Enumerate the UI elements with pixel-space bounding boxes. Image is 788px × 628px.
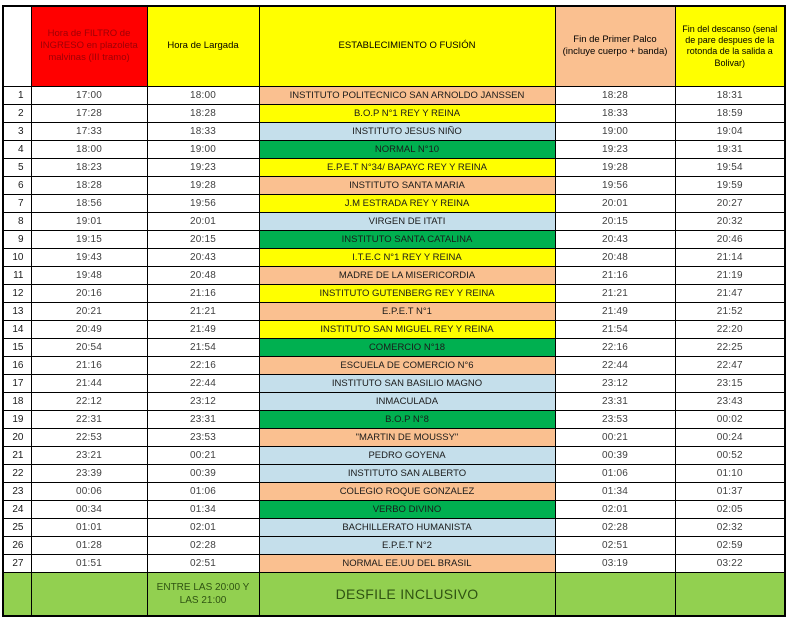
fin-palco-cell: 23:12 — [555, 374, 675, 392]
table-row — [3, 266, 785, 284]
fin-palco-cell: 03:19 — [555, 554, 675, 572]
fin-palco-cell: 20:48 — [555, 248, 675, 266]
table-row — [3, 248, 785, 266]
row-number-cell: 24 — [3, 500, 31, 518]
row-number-cell: 8 — [3, 212, 31, 230]
fin-palco-cell: 21:54 — [555, 320, 675, 338]
fin-descanso-cell: 18:59 — [675, 104, 785, 122]
footer-establecimiento-cell: DESFILE INCLUSIVO — [259, 572, 555, 616]
hora-filtro-cell: 21:16 — [31, 356, 147, 374]
hora-largada-cell: 18:33 — [147, 122, 259, 140]
establecimiento-cell: NORMAL EE.UU DEL BRASIL — [259, 554, 555, 572]
fin-descanso-cell: 00:24 — [675, 428, 785, 446]
hora-largada-cell: 02:01 — [147, 518, 259, 536]
row-number-cell: 12 — [3, 284, 31, 302]
fin-palco-cell: 20:15 — [555, 212, 675, 230]
table-row — [3, 518, 785, 536]
establecimiento-cell: INMACULADA — [259, 392, 555, 410]
fin-palco-cell: 19:28 — [555, 158, 675, 176]
row-number-cell: 26 — [3, 536, 31, 554]
row-number-cell: 1 — [3, 86, 31, 104]
fin-palco-cell: 01:34 — [555, 482, 675, 500]
fin-palco-cell: 21:16 — [555, 266, 675, 284]
fin-palco-cell: 02:51 — [555, 536, 675, 554]
table-row — [3, 284, 785, 302]
header-establecimiento: ESTABLECIMIENTO O FUSIÓN — [259, 6, 555, 86]
hora-largada-cell: 20:15 — [147, 230, 259, 248]
fin-descanso-cell: 21:19 — [675, 266, 785, 284]
table-row — [3, 122, 785, 140]
fin-palco-cell: 18:28 — [555, 86, 675, 104]
table-row — [3, 500, 785, 518]
hora-filtro-cell: 01:01 — [31, 518, 147, 536]
establecimiento-cell: INSTITUTO SANTA MARIA — [259, 176, 555, 194]
establecimiento-cell: "MARTIN DE MOUSSY" — [259, 428, 555, 446]
row-number-cell: 3 — [3, 122, 31, 140]
table-row — [3, 158, 785, 176]
hora-largada-cell: 23:31 — [147, 410, 259, 428]
hora-filtro-cell: 19:48 — [31, 266, 147, 284]
hora-filtro-cell: 18:00 — [31, 140, 147, 158]
fin-descanso-cell: 20:32 — [675, 212, 785, 230]
establecimiento-cell: E.P.E.T N°1 — [259, 302, 555, 320]
hora-largada-cell: 21:21 — [147, 302, 259, 320]
hora-largada-cell: 19:23 — [147, 158, 259, 176]
row-number-cell: 20 — [3, 428, 31, 446]
fin-descanso-cell: 01:37 — [675, 482, 785, 500]
row-number-cell: 4 — [3, 140, 31, 158]
table-row — [3, 140, 785, 158]
hora-largada-cell: 22:16 — [147, 356, 259, 374]
row-number-cell: 23 — [3, 482, 31, 500]
row-number-cell: 14 — [3, 320, 31, 338]
header-row-number — [3, 6, 31, 86]
fin-descanso-cell: 19:54 — [675, 158, 785, 176]
table-row — [3, 536, 785, 554]
hora-largada-cell: 23:12 — [147, 392, 259, 410]
row-number-cell: 19 — [3, 410, 31, 428]
fin-descanso-cell: 23:43 — [675, 392, 785, 410]
table-row — [3, 194, 785, 212]
fin-descanso-cell: 22:47 — [675, 356, 785, 374]
fin-descanso-cell: 21:47 — [675, 284, 785, 302]
fin-descanso-cell: 22:20 — [675, 320, 785, 338]
hora-largada-cell: 02:51 — [147, 554, 259, 572]
fin-descanso-cell: 02:59 — [675, 536, 785, 554]
hora-largada-cell: 21:16 — [147, 284, 259, 302]
establecimiento-cell: INSTITUTO SAN BASILIO MAGNO — [259, 374, 555, 392]
table-row — [3, 176, 785, 194]
hora-largada-cell: 21:49 — [147, 320, 259, 338]
establecimiento-cell: PEDRO GOYENA — [259, 446, 555, 464]
fin-descanso-cell: 02:05 — [675, 500, 785, 518]
row-number-cell: 7 — [3, 194, 31, 212]
fin-descanso-cell: 23:15 — [675, 374, 785, 392]
hora-filtro-cell: 01:51 — [31, 554, 147, 572]
fin-descanso-cell: 21:52 — [675, 302, 785, 320]
fin-palco-cell: 21:49 — [555, 302, 675, 320]
fin-palco-cell: 22:16 — [555, 338, 675, 356]
hora-filtro-cell: 20:49 — [31, 320, 147, 338]
establecimiento-cell: NORMAL N°10 — [259, 140, 555, 158]
fin-descanso-cell: 21:14 — [675, 248, 785, 266]
fin-palco-cell: 01:06 — [555, 464, 675, 482]
row-number-cell: 21 — [3, 446, 31, 464]
row-number-cell: 17 — [3, 374, 31, 392]
row-number-cell: 6 — [3, 176, 31, 194]
fin-descanso-cell: 20:46 — [675, 230, 785, 248]
fin-descanso-cell: 00:52 — [675, 446, 785, 464]
table-row — [3, 338, 785, 356]
row-number-cell: 18 — [3, 392, 31, 410]
fin-descanso-cell: 02:32 — [675, 518, 785, 536]
table-row — [3, 482, 785, 500]
hora-largada-cell: 00:21 — [147, 446, 259, 464]
row-number-cell: 10 — [3, 248, 31, 266]
footer-row-number-cell — [3, 572, 31, 616]
hora-filtro-cell: 21:44 — [31, 374, 147, 392]
establecimiento-cell: VIRGEN DE ITATI — [259, 212, 555, 230]
fin-palco-cell: 22:44 — [555, 356, 675, 374]
establecimiento-cell: INSTITUTO GUTENBERG REY Y REINA — [259, 284, 555, 302]
header-row — [3, 6, 785, 86]
hora-filtro-cell: 18:56 — [31, 194, 147, 212]
establecimiento-cell: INSTITUTO SAN ALBERTO — [259, 464, 555, 482]
fin-palco-cell: 20:01 — [555, 194, 675, 212]
hora-largada-cell: 18:28 — [147, 104, 259, 122]
fin-palco-cell: 19:56 — [555, 176, 675, 194]
fin-descanso-cell: 19:04 — [675, 122, 785, 140]
hora-filtro-cell: 01:28 — [31, 536, 147, 554]
header-fin-primer-palco: Fin de Primer Palco (incluye cuerpo + banda) — [555, 6, 675, 86]
hora-filtro-cell: 19:43 — [31, 248, 147, 266]
fin-palco-cell: 02:28 — [555, 518, 675, 536]
establecimiento-cell: I.T.E.C N°1 REY Y REINA — [259, 248, 555, 266]
fin-descanso-cell: 18:31 — [675, 86, 785, 104]
hora-filtro-cell: 20:21 — [31, 302, 147, 320]
table-row — [3, 230, 785, 248]
hora-largada-cell: 20:48 — [147, 266, 259, 284]
fin-palco-cell: 19:23 — [555, 140, 675, 158]
hora-filtro-cell: 23:21 — [31, 446, 147, 464]
footer-largada-cell: ENTRE LAS 20:00 Y LAS 21:00 — [147, 572, 259, 616]
hora-filtro-cell: 17:28 — [31, 104, 147, 122]
establecimiento-cell: E.P.E.T N°2 — [259, 536, 555, 554]
table-row — [3, 374, 785, 392]
table-row — [3, 212, 785, 230]
hora-largada-cell: 01:34 — [147, 500, 259, 518]
table-row — [3, 104, 785, 122]
establecimiento-cell: VERBO DIVINO — [259, 500, 555, 518]
hora-largada-cell: 19:00 — [147, 140, 259, 158]
hora-largada-cell: 23:53 — [147, 428, 259, 446]
table-row — [3, 446, 785, 464]
fin-palco-cell: 00:21 — [555, 428, 675, 446]
hora-largada-cell: 02:28 — [147, 536, 259, 554]
establecimiento-cell: B.O.P N°8 — [259, 410, 555, 428]
fin-palco-cell: 23:31 — [555, 392, 675, 410]
hora-filtro-cell: 20:16 — [31, 284, 147, 302]
header-hora-largada: Hora de Largada — [147, 6, 259, 86]
table-row — [3, 302, 785, 320]
parade-schedule-table — [2, 5, 786, 617]
fin-palco-cell: 23:53 — [555, 410, 675, 428]
fin-palco-cell: 20:43 — [555, 230, 675, 248]
footer-row-desfile-inclusivo — [3, 572, 785, 616]
fin-descanso-cell: 19:59 — [675, 176, 785, 194]
fin-palco-cell: 21:21 — [555, 284, 675, 302]
table-row — [3, 410, 785, 428]
fin-palco-cell: 00:39 — [555, 446, 675, 464]
establecimiento-cell: BACHILLERATO HUMANISTA — [259, 518, 555, 536]
table-row — [3, 356, 785, 374]
hora-largada-cell: 18:00 — [147, 86, 259, 104]
hora-largada-cell: 21:54 — [147, 338, 259, 356]
fin-descanso-cell: 01:10 — [675, 464, 785, 482]
footer-palco-cell — [555, 572, 675, 616]
footer-descanso-cell — [675, 572, 785, 616]
hora-largada-cell: 22:44 — [147, 374, 259, 392]
header-fin-descanso: Fin del descanso (senal de pare despues de la rotonda de la salida a Bolivar) — [675, 6, 785, 86]
row-number-cell: 2 — [3, 104, 31, 122]
fin-descanso-cell: 19:31 — [675, 140, 785, 158]
fin-descanso-cell: 00:02 — [675, 410, 785, 428]
hora-filtro-cell: 19:01 — [31, 212, 147, 230]
row-number-cell: 16 — [3, 356, 31, 374]
fin-palco-cell: 02:01 — [555, 500, 675, 518]
establecimiento-cell: COLEGIO ROQUE GONZALEZ — [259, 482, 555, 500]
establecimiento-cell: COMERCIO N°18 — [259, 338, 555, 356]
hora-filtro-cell: 18:28 — [31, 176, 147, 194]
establecimiento-cell: INSTITUTO SANTA CATALINA — [259, 230, 555, 248]
row-number-cell: 13 — [3, 302, 31, 320]
row-number-cell: 22 — [3, 464, 31, 482]
row-number-cell: 5 — [3, 158, 31, 176]
establecimiento-cell: INSTITUTO JESUS NIÑO — [259, 122, 555, 140]
establecimiento-cell: E.P.E.T N°34/ BAPAYC REY Y REINA — [259, 158, 555, 176]
establecimiento-cell: J.M ESTRADA REY Y REINA — [259, 194, 555, 212]
establecimiento-cell: MADRE DE LA MISERICORDIA — [259, 266, 555, 284]
row-number-cell: 27 — [3, 554, 31, 572]
hora-largada-cell: 20:01 — [147, 212, 259, 230]
hora-filtro-cell: 20:54 — [31, 338, 147, 356]
row-number-cell: 11 — [3, 266, 31, 284]
hora-filtro-cell: 22:12 — [31, 392, 147, 410]
establecimiento-cell: B.O.P N°1 REY Y REINA — [259, 104, 555, 122]
hora-filtro-cell: 17:33 — [31, 122, 147, 140]
hora-filtro-cell: 18:23 — [31, 158, 147, 176]
row-number-cell: 9 — [3, 230, 31, 248]
fin-descanso-cell: 03:22 — [675, 554, 785, 572]
hora-filtro-cell: 23:39 — [31, 464, 147, 482]
hora-filtro-cell: 00:06 — [31, 482, 147, 500]
header-hora-filtro: Hora de FILTRO de INGRESO en plazoleta malvinas (III tramo) — [31, 6, 147, 86]
table-row — [3, 554, 785, 572]
hora-largada-cell: 01:06 — [147, 482, 259, 500]
hora-largada-cell: 19:28 — [147, 176, 259, 194]
hora-filtro-cell: 00:34 — [31, 500, 147, 518]
fin-palco-cell: 19:00 — [555, 122, 675, 140]
table-row — [3, 320, 785, 338]
row-number-cell: 15 — [3, 338, 31, 356]
establecimiento-cell: INSTITUTO SAN MIGUEL REY Y REINA — [259, 320, 555, 338]
fin-descanso-cell: 22:25 — [675, 338, 785, 356]
hora-filtro-cell: 17:00 — [31, 86, 147, 104]
hora-filtro-cell: 22:53 — [31, 428, 147, 446]
table-row — [3, 464, 785, 482]
table-row — [3, 392, 785, 410]
establecimiento-cell: ESCUELA DE COMERCIO N°6 — [259, 356, 555, 374]
row-number-cell: 25 — [3, 518, 31, 536]
fin-palco-cell: 18:33 — [555, 104, 675, 122]
hora-largada-cell: 00:39 — [147, 464, 259, 482]
hora-filtro-cell: 19:15 — [31, 230, 147, 248]
establecimiento-cell: INSTITUTO POLITECNICO SAN ARNOLDO JANSSEN — [259, 86, 555, 104]
hora-largada-cell: 19:56 — [147, 194, 259, 212]
hora-largada-cell: 20:43 — [147, 248, 259, 266]
table-row — [3, 86, 785, 104]
hora-filtro-cell: 22:31 — [31, 410, 147, 428]
table-row — [3, 428, 785, 446]
fin-descanso-cell: 20:27 — [675, 194, 785, 212]
footer-filtro-cell — [31, 572, 147, 616]
